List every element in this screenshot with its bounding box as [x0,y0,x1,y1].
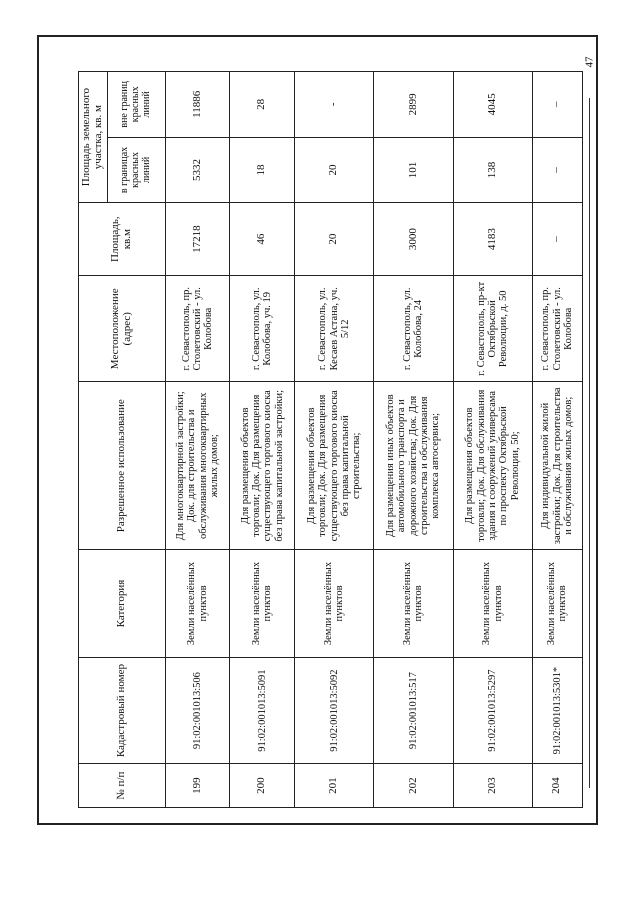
cell-location: г. Севастополь, пр. Столетовский - ул. Колобова [165,276,230,382]
header-location: Местоположение (адрес) [79,276,166,382]
cell-area: 4183 [453,203,532,276]
cell-category: Земли населённых пунктов [165,550,230,658]
cell-cadastral: 91:02:001013:5092 [295,657,374,763]
cell-outside: - [295,72,374,138]
cell-category: Земли населённых пунктов [295,550,374,658]
cell-outside: 11886 [165,72,230,138]
table-row [165,72,230,808]
header-use: Разрешенное использование [79,382,166,550]
cell-within: 5332 [165,137,230,203]
cell-cadastral: 91:02:001013:5091 [230,657,295,763]
cell-area: 17218 [165,203,230,276]
land-plots-table [78,71,583,808]
cell-location: г. Севастополь, ул. Колобова, 24 [374,276,453,382]
header-outside: вне границ красных линий [107,72,165,138]
header-category: Категория [79,550,166,658]
cell-no: 200 [230,764,295,808]
cell-no: 202 [374,764,453,808]
table-row [230,72,295,808]
cell-category: Земли населённых пунктов [374,550,453,658]
header-rule [589,98,590,788]
table-row [374,72,453,808]
table-row [532,72,582,808]
header-within: в границах красных линий [107,137,165,203]
rotated-table-wrapper [78,71,583,808]
cell-outside: 4045 [453,72,532,138]
cell-use: Для размещения объектов торговли; Док. Для размещения существующего торгового киоска без права капитальной застройки; [230,382,295,550]
cell-no: 203 [453,764,532,808]
cell-no: 199 [165,764,230,808]
header-land-area: Площадь земельного участка, кв. м [79,72,108,203]
cell-cadastral: 91:02:001013:506 [165,657,230,763]
cell-location: г. Севастополь, ул. Кесаев Астана, уч. 5/12 [295,276,374,382]
cell-within: 18 [230,137,295,203]
cell-cadastral: 91:02:001013:5301* [532,657,582,763]
cell-within: – [532,137,582,203]
cell-area: 20 [295,203,374,276]
cell-cadastral: 91:02:001013:5297 [453,657,532,763]
table-row [453,72,532,808]
cell-use: Для размещения объектов торговли; Док. Для размещения существующего торгового киоска без права капитальной строительства; [295,382,374,550]
cell-use: Для размещения объектов торговли; Док. Для обслуживания здания и сооружений универсама по проспекту Октябрьской Революции, 50; [453,382,532,550]
cell-outside: 2899 [374,72,453,138]
header-area: Площадь, кв.м [79,203,166,276]
header-cadastral: Кадастровый номер [79,657,166,763]
cell-location: г. Севастополь, ул. Колобова, уч. 19 [230,276,295,382]
cell-use: Для размещения иных объектов автомобильного транспорта и дорожного хозяйства; Док. Для строительства и обслуживания комплекса автосервиса; [374,382,453,550]
cell-within: 101 [374,137,453,203]
cell-category: Земли населённых пунктов [230,550,295,658]
cell-no: 201 [295,764,374,808]
header-no: № п/п [79,764,166,808]
cell-no: 204 [532,764,582,808]
cell-cadastral: 91:02:001013:517 [374,657,453,763]
cell-outside: – [532,72,582,138]
cell-outside: 28 [230,72,295,138]
cell-category: Земли населённых пунктов [532,550,582,658]
cell-location: г. Севастополь, пр-кт Октябрьской Революции, д. 50 [453,276,532,382]
cell-category: Земли населённых пунктов [453,550,532,658]
cell-area: – [532,203,582,276]
cell-use: Для индивидуальной жилой застройки; Док. Для строительства и обслуживания жилых домов; [532,382,582,550]
cell-location: г. Севастополь, пр. Столетовский - ул. Колобова [532,276,582,382]
cell-area: 3000 [374,203,453,276]
cell-area: 46 [230,203,295,276]
page-number: 47 [583,56,596,68]
cell-use: Для многоквартирной застройки; Док. для строительства и обслуживания многоквартирных жилых домов; [165,382,230,550]
cell-within: 20 [295,137,374,203]
cell-within: 138 [453,137,532,203]
table-row [295,72,374,808]
